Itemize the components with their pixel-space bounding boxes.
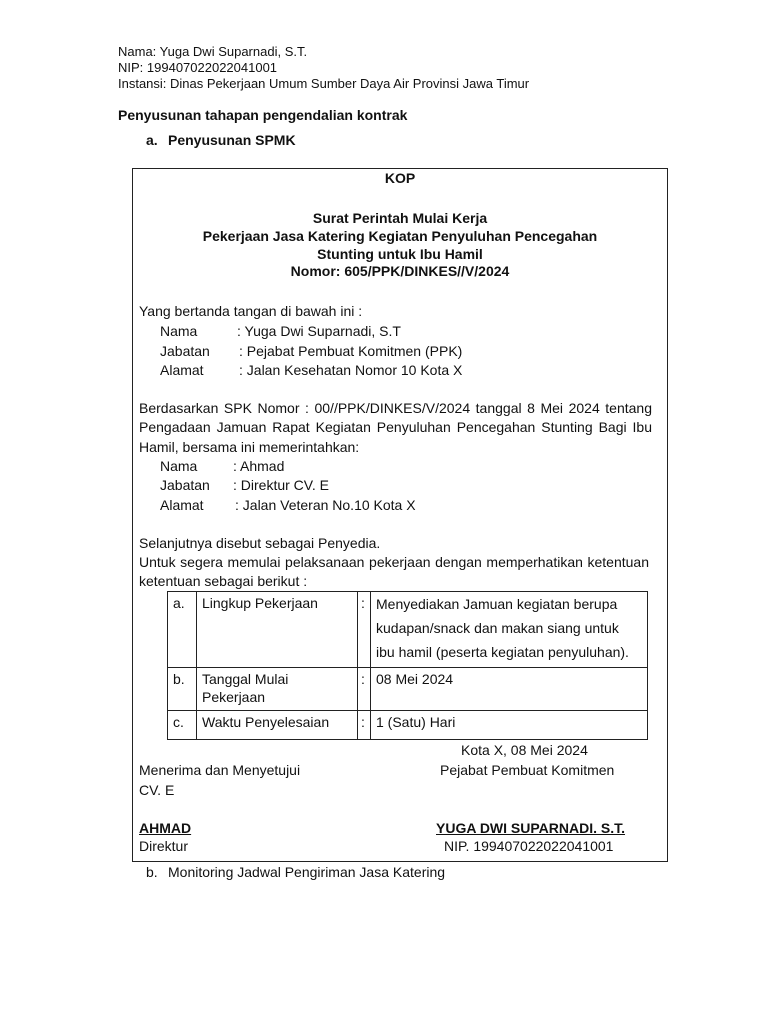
term-separator: : [358, 711, 371, 740]
author-name: Nama: Yuga Dwi Suparnadi, S.T. [118, 44, 308, 59]
author-institution: Instansi: Dinas Pekerjaan Umum Sumber Daya Air Provinsi Jawa Timur [118, 76, 530, 91]
recipient-address-value: : Jalan Veteran No.10 Kota X [235, 497, 416, 513]
term-separator: : [358, 668, 371, 711]
term-value [371, 592, 648, 668]
term-label-line: Tanggal Mulai [202, 671, 289, 687]
basis-line-1: Berdasarkan SPK Nomor : 00//PPK/DINKES/V/2024 tanggal 8 Mei 2024 tentang [139, 400, 652, 416]
intro-text: Yang bertanda tangan di bawah ini : [139, 303, 363, 319]
right-sign-name: YUGA DWI SUPARNADI. S.T. [436, 820, 626, 836]
instruction-line-1: Untuk segera memulai pelaksanaan pekerjaan dengan memperhatikan ketentuan [139, 554, 649, 570]
right-sign-nip: NIP. 199407022022041001 [444, 838, 614, 854]
left-sign-position: Direktur [139, 838, 189, 854]
place-date: Kota X, 08 Mei 2024 [461, 742, 588, 758]
term-index: a. [168, 592, 197, 668]
signer-position-label: Jabatan [160, 343, 210, 359]
signer-address-value: : Jalan Kesehatan Nomor 10 Kota X [239, 362, 463, 378]
term-index: b. [168, 668, 197, 711]
term-value: 1 (Satu) Hari [371, 711, 648, 740]
signer-position-value: : Pejabat Pembuat Komitmen (PPK) [239, 343, 463, 359]
signer-address-label: Alamat [160, 362, 204, 378]
basis-line-3: Hamil, bersama ini memerintahkan: [139, 439, 360, 455]
term-value-line: kudapan/snack dan makan siang untuk [376, 620, 619, 636]
letter-subject-line1: Pekerjaan Jasa Katering Kegiatan Penyuluhan Pencegahan [202, 228, 598, 244]
signer-name-value: : Yuga Dwi Suparnadi, S.T [237, 323, 401, 339]
section-title: Penyusunan tahapan pengendalian kontrak [118, 107, 408, 123]
letter-title: Surat Perintah Mulai Kerja [312, 210, 488, 226]
recipient-name-value: : Ahmad [233, 458, 285, 474]
term-value-line: Menyediakan Jamuan kegiatan berupa [376, 596, 618, 612]
letter-number: Nomor: 605/PPK/DINKES//V/2024 [290, 263, 510, 279]
item-b-label: Monitoring Jadwal Pengiriman Jasa Katering [168, 864, 446, 880]
right-sign-heading: Pejabat Pembuat Komitmen [440, 762, 615, 778]
left-sign-heading: Menerima dan Menyetujui [139, 762, 301, 778]
author-nip: NIP: 199407022022041001 [118, 60, 278, 75]
left-sign-name: AHMAD [139, 820, 192, 836]
term-label: Waktu Penyelesaian [197, 711, 358, 740]
recipient-address-label: Alamat [160, 497, 204, 513]
terms-table [167, 591, 648, 740]
term-label: Lingkup Pekerjaan [197, 592, 358, 668]
recipient-position-label: Jabatan [160, 477, 210, 493]
recipient-position-value: : Direktur CV. E [233, 477, 329, 493]
term-label [197, 668, 358, 711]
kop-heading: KOP [384, 170, 416, 186]
table-row [168, 668, 648, 711]
item-a-marker: a. [146, 132, 158, 148]
term-separator: : [358, 592, 371, 668]
instruction-line-2: ketentuan sebagai berikut : [139, 573, 308, 589]
term-value: 08 Mei 2024 [371, 668, 648, 711]
basis-line-2: Pengadaan Jamuan Rapat Kegiatan Penyuluhan Pencegahan Stunting Bagi Ibu [139, 419, 652, 435]
signer-name-label: Nama [160, 323, 198, 339]
item-b-marker: b. [146, 864, 158, 880]
item-a-label: Penyusunan SPMK [168, 132, 296, 148]
term-value-line: ibu hamil (peserta kegiatan penyuluhan). [376, 644, 629, 660]
term-index: c. [168, 711, 197, 740]
table-row [168, 592, 648, 668]
recipient-name-label: Nama [160, 458, 198, 474]
table-row [168, 711, 648, 740]
term-label-line: Pekerjaan [202, 689, 266, 705]
left-sign-org: CV. E [139, 782, 175, 798]
letter-subject-line2: Stunting untuk Ibu Hamil [317, 246, 483, 262]
provider-note: Selanjutnya disebut sebagai Penyedia. [139, 535, 381, 551]
